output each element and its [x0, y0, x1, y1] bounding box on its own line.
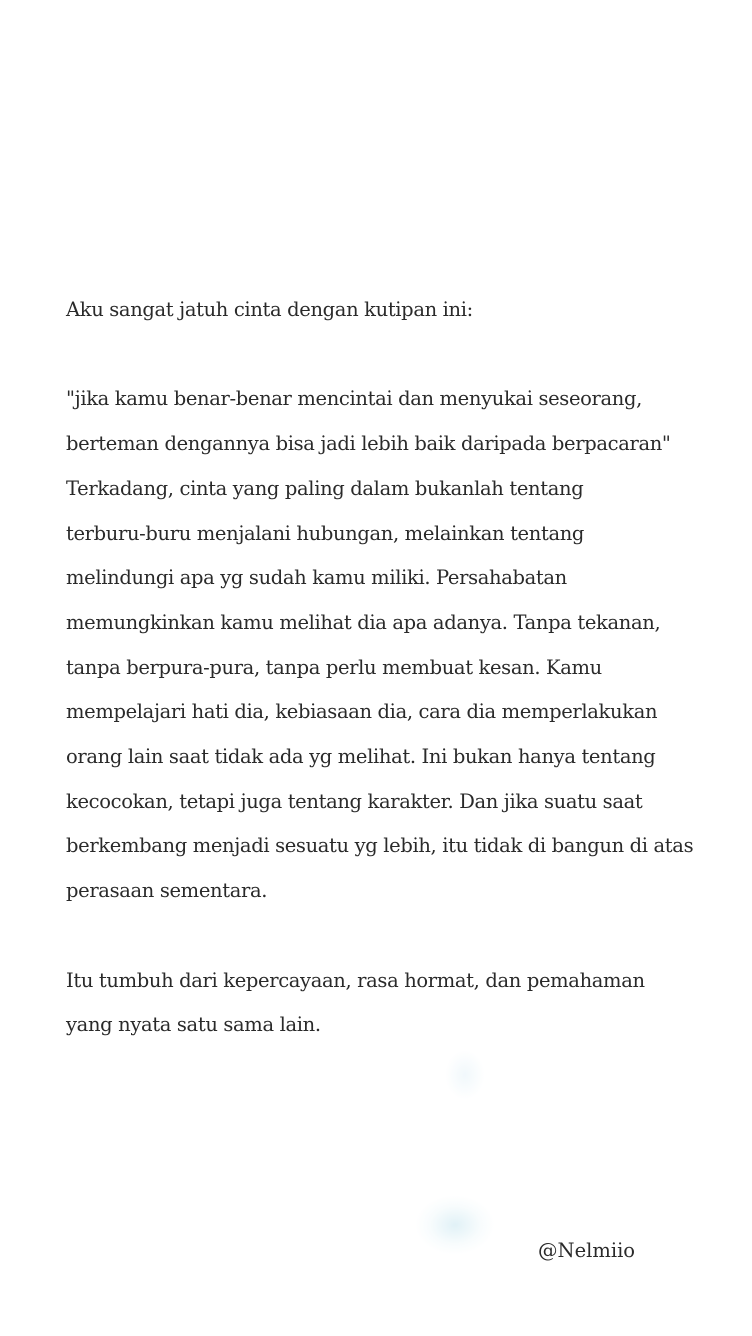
text-line: kecocokan, tetapi juga tentang karakter. Dan jika suatu saat — [66, 789, 643, 813]
closing-paragraph — [66, 959, 746, 1048]
author-signature: @Nelmiio — [538, 1239, 636, 1262]
text-line: berkembang menjadi sesuatu yg lebih, itu tidak di bangun di atas — [66, 834, 694, 858]
paragraph-spacer — [66, 914, 746, 959]
text-line: "jika kamu benar-benar mencintai dan menyukai seseorang, — [66, 387, 642, 411]
quote-paragraph — [66, 377, 746, 913]
text-line: terburu-buru menjalani hubungan, melainkan tentang — [66, 521, 585, 545]
text-line: melindungi apa yg sudah kamu miliki. Persahabatan — [66, 566, 567, 590]
text-line: memungkinkan kamu melihat dia apa adanya. Tanpa tekanan, — [66, 610, 661, 634]
text-line: tanpa berpura-pura, tanpa perlu membuat kesan. Kamu — [66, 655, 602, 679]
text-line: perasaan sementara. — [66, 879, 268, 903]
text-line: yang nyata satu sama lain. — [66, 1013, 321, 1037]
text-line: Terkadang, cinta yang paling dalam bukanlah tentang — [66, 476, 584, 500]
background-glow — [445, 1050, 485, 1100]
text-line: berteman dengannya bisa jadi lebih baik daripada berpacaran" — [66, 432, 671, 456]
background-glow — [415, 1195, 495, 1255]
text-line: mempelajari hati dia, kebiasaan dia, cara dia memperlakukan — [66, 700, 658, 724]
text-line: Aku sangat jatuh cinta dengan kutipan ini: — [66, 298, 473, 321]
intro-paragraph — [66, 288, 746, 333]
text-line: Itu tumbuh dari kepercayaan, rasa hormat, dan pemahaman — [66, 968, 645, 992]
quote-text-block — [66, 288, 746, 1048]
text-line: orang lain saat tidak ada yg melihat. Ini bukan hanya tentang — [66, 745, 656, 769]
paragraph-spacer — [66, 333, 746, 378]
